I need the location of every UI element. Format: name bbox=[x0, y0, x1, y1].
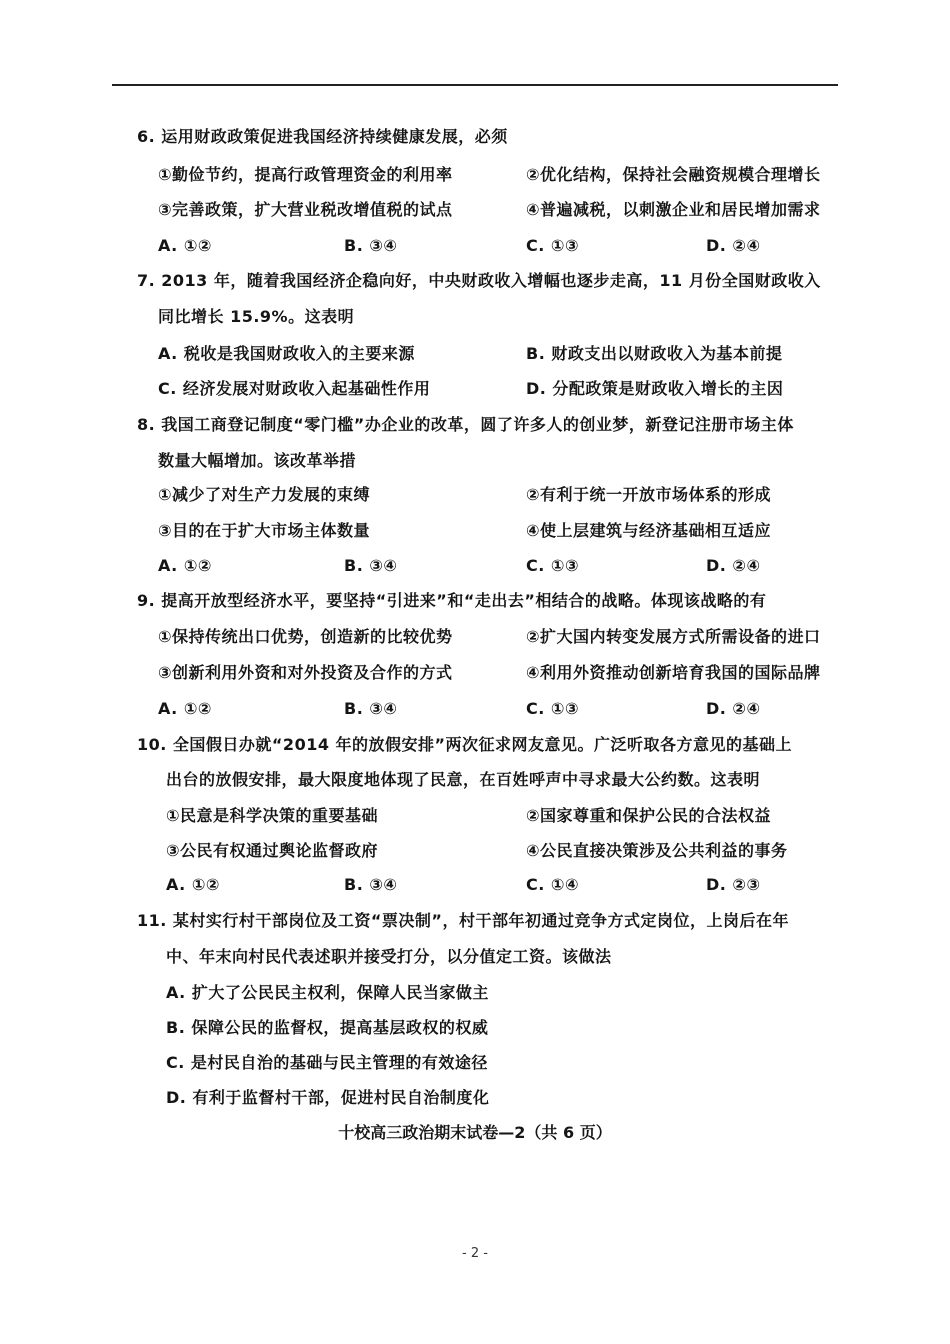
question-6-choice-d: D. ②④ bbox=[706, 236, 761, 255]
page-footer: 十校高三政治期末试卷—2（共 6 页） bbox=[338, 1123, 612, 1142]
question-9-statement-1: ①保持传统出口优势，创造新的比较优势 bbox=[158, 627, 453, 646]
question-10-statement-1: ①民意是科学决策的重要基础 bbox=[166, 806, 379, 825]
question-8-choice-a: A. ①② bbox=[158, 556, 212, 575]
question-11-stem-line-2: 中、年末向村民代表述职并接受打分，以分值定工资。该做法 bbox=[166, 947, 612, 966]
question-6-stem: 6. 运用财政政策促进我国经济持续健康发展，必须 bbox=[137, 127, 508, 146]
question-10-stem-line-2: 出台的放假安排，最大限度地体现了民意，在百姓呼声中寻求最大公约数。这表明 bbox=[166, 770, 761, 789]
question-8-stem-line-2: 数量大幅增加。该改革举措 bbox=[158, 451, 357, 470]
question-8-choice-c: C. ①③ bbox=[526, 556, 579, 575]
question-11-choice-d: D. 有利于监督村干部，促进村民自治制度化 bbox=[166, 1088, 490, 1107]
question-11-stem-line-1: 11. 某村实行村干部岗位及工资“票决制”，村干部年初通过竞争方式定岗位，上岗后在年 bbox=[137, 911, 789, 930]
question-9-stem: 9. 提高开放型经济水平，要坚持“引进来”和“走出去”相结合的战略。体现该战略的有 bbox=[137, 591, 767, 610]
question-8-choice-b: B. ③④ bbox=[344, 556, 398, 575]
question-7-choice-c: C. 经济发展对财政收入起基础性作用 bbox=[158, 379, 431, 398]
question-10-choice-c: C. ①④ bbox=[526, 875, 579, 894]
question-11-choice-c: C. 是村民自治的基础与民主管理的有效途径 bbox=[166, 1053, 488, 1072]
page-number: - 2 - bbox=[462, 1246, 488, 1261]
question-6-choice-a: A. ①② bbox=[158, 236, 212, 255]
question-11-choice-b: B. 保障公民的监督权，提高基层政权的权威 bbox=[166, 1018, 489, 1037]
question-8-choice-d: D. ②④ bbox=[706, 556, 761, 575]
question-7-stem-line-1: 7. 2013 年，随着我国经济企稳向好，中央财政收入增幅也逐步走高，11 月份全国财政收入 bbox=[137, 271, 821, 290]
question-9-statement-2: ②扩大国内转变发展方式所需设备的进口 bbox=[526, 627, 821, 646]
question-9-statement-3: ③创新利用外资和对外投资及合作的方式 bbox=[158, 663, 453, 682]
question-6-choice-c: C. ①③ bbox=[526, 236, 579, 255]
question-9-choice-a: A. ①② bbox=[158, 699, 212, 718]
question-9-choice-b: B. ③④ bbox=[344, 699, 398, 718]
question-6-statement-1: ①勤俭节约，提高行政管理资金的利用率 bbox=[158, 165, 453, 184]
question-6-statement-4: ④普遍减税，以刺激企业和居民增加需求 bbox=[526, 200, 821, 219]
question-8-statement-3: ③目的在于扩大市场主体数量 bbox=[158, 521, 371, 540]
question-10-choice-d: D. ②③ bbox=[706, 875, 761, 894]
question-8-statement-2: ②有利于统一开放市场体系的形成 bbox=[526, 485, 772, 504]
question-6-statement-3: ③完善政策，扩大营业税改增值税的试点 bbox=[158, 200, 453, 219]
question-10-choice-a: A. ①② bbox=[166, 875, 220, 894]
question-7-choice-b: B. 财政支出以财政收入为基本前提 bbox=[526, 344, 783, 363]
question-8-statement-4: ④使上层建筑与经济基础相互适应 bbox=[526, 521, 772, 540]
question-10-statement-3: ③公民有权通过舆论监督政府 bbox=[166, 841, 379, 860]
question-10-statement-2: ②国家尊重和保护公民的合法权益 bbox=[526, 806, 772, 825]
question-11-choice-a: A. 扩大了公民民主权利，保障人民当家做主 bbox=[166, 983, 489, 1002]
question-7-choice-d: D. 分配政策是财政收入增长的主因 bbox=[526, 379, 784, 398]
question-9-choice-d: D. ②④ bbox=[706, 699, 761, 718]
question-10-statement-4: ④公民直接决策涉及公共利益的事务 bbox=[526, 841, 788, 860]
header-rule bbox=[112, 84, 838, 86]
question-7-stem-line-2: 同比增长 15.9%。这表明 bbox=[158, 307, 355, 326]
question-8-stem-line-1: 8. 我国工商登记制度“零门槛”办企业的改革，圆了许多人的创业梦，新登记注册市场主体 bbox=[137, 415, 794, 434]
question-6-choice-b: B. ③④ bbox=[344, 236, 398, 255]
question-10-stem-line-1: 10. 全国假日办就“2014 年的放假安排”两次征求网友意见。广泛听取各方意见的基础上 bbox=[137, 735, 793, 754]
question-7-choice-a: A. 税收是我国财政收入的主要来源 bbox=[158, 344, 415, 363]
question-10-choice-b: B. ③④ bbox=[344, 875, 398, 894]
question-9-choice-c: C. ①③ bbox=[526, 699, 579, 718]
question-9-statement-4: ④利用外资推动创新培育我国的国际品牌 bbox=[526, 663, 821, 682]
question-6-statement-2: ②优化结构，保持社会融资规模合理增长 bbox=[526, 165, 821, 184]
question-8-statement-1: ①减少了对生产力发展的束缚 bbox=[158, 485, 371, 504]
